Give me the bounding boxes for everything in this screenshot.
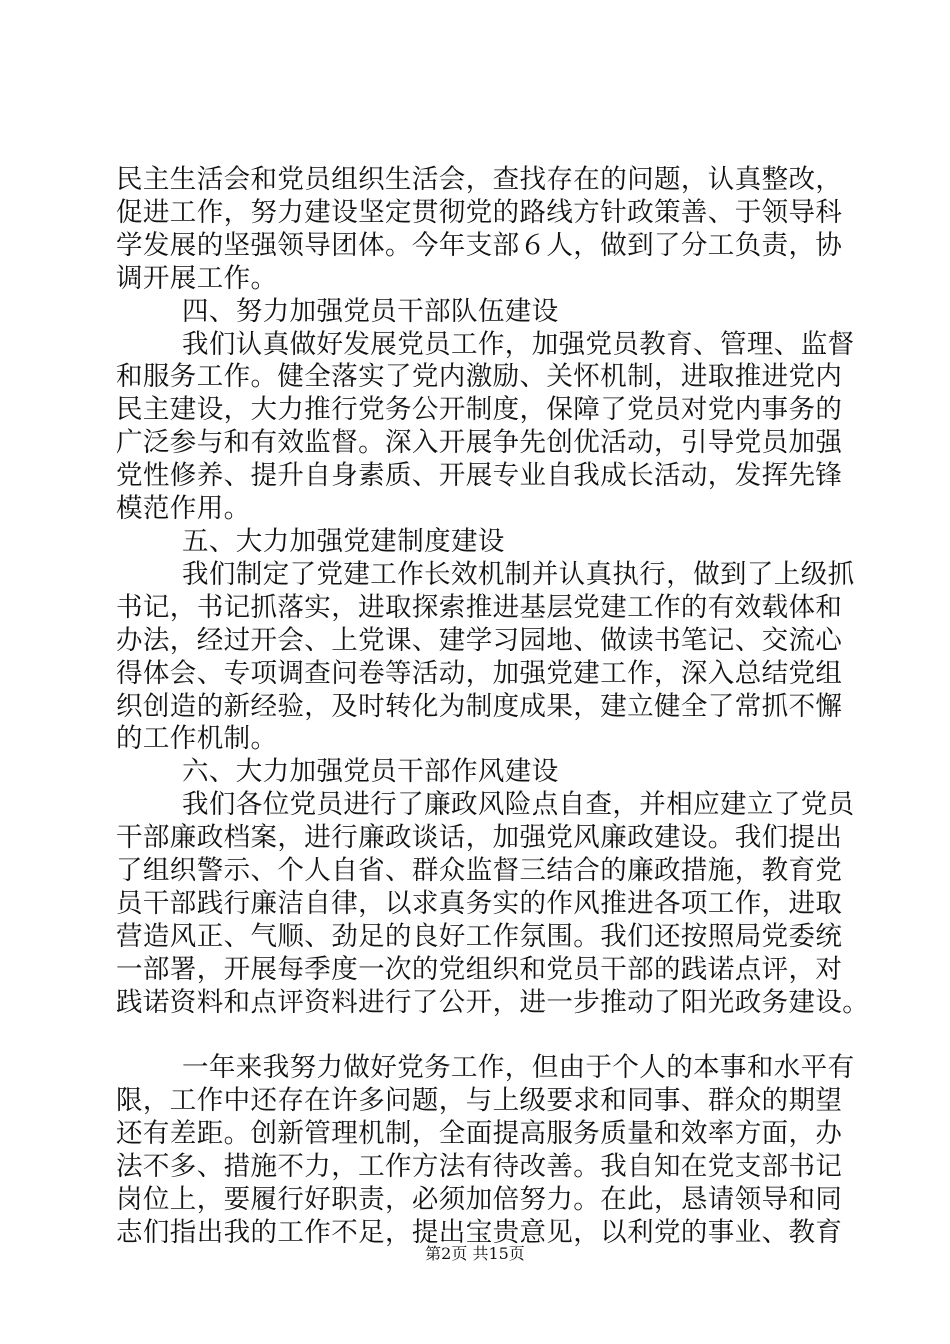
text-line: 民主生活会和党员组织生活会，查找存在的问题，认真整改， — [116, 164, 843, 195]
text-line: 营造风正、气顺、劲足的良好工作氛围。我们还按照局党委统 — [116, 920, 843, 952]
text-line: 志们指出我的工作不足，提出宝贵意见，以利党的事业、教育 — [116, 1216, 843, 1248]
text-line: 的工作机制。 — [116, 723, 278, 755]
text-line: 广泛参与和有效监督。深入开展争先创优活动，引导党员加强 — [116, 427, 843, 459]
text-line: 五、大力加强党建制度建设 — [182, 525, 505, 557]
text-line: 践诺资料和点评资料进行了公开，进一步推动了阳光政务建设。 — [116, 986, 870, 1018]
text-line: 我们认真做好发展党员工作，加强党员教育、管理、监督 — [182, 328, 855, 360]
text-line: 还有差距。创新管理机制，全面提高服务质量和效率方面，办 — [116, 1118, 843, 1150]
text-line: 得体会、专项调查问卷等活动，加强党建工作，深入总结党组 — [116, 657, 843, 689]
text-line: 法不多、措施不力，工作方法有待改善。我自知在党支部书记 — [116, 1151, 843, 1183]
text-line: 党性修养、提升自身素质、开展专业自我成长活动，发挥先锋 — [116, 460, 843, 492]
text-line: 民主建设，大力推行党务公开制度，保障了党员对党内事务的 — [116, 394, 843, 426]
text-line: 限，工作中还存在许多问题，与上级要求和同事、群众的期望 — [116, 1085, 843, 1117]
text-line: 我们各位党员进行了廉政风险点自查，并相应建立了党员 — [182, 789, 855, 821]
text-line: 干部廉政档案，进行廉政谈话，加强党风廉政建设。我们提出 — [116, 822, 843, 854]
document-body — [116, 164, 870, 1250]
text-line: 六、大力加强党员干部作风建设 — [182, 756, 559, 788]
text-line: 学发展的坚强领导团体。今年支部６人，做到了分工负责，协 — [116, 229, 843, 261]
text-line: 四、努力加强党员干部队伍建设 — [182, 295, 559, 327]
text-line: 和服务工作。健全落实了党内激励、关怀机制，进取推进党内 — [116, 361, 843, 393]
text-line: 织创造的新经验，及时转化为制度成果，建立健全了常抓不懈 — [116, 690, 843, 722]
text-line: 模范作用。 — [116, 493, 251, 525]
text-line: 书记，书记抓落实，进取探索推进基层党建工作的有效载体和 — [116, 591, 843, 623]
text-line: 调开展工作。 — [116, 262, 278, 294]
text-line: 一部署，开展每季度一次的党组织和党员干部的践诺点评，对 — [116, 953, 843, 985]
text-line: 办法，经过开会、上党课、建学习园地、做读书笔记、交流心 — [116, 624, 843, 656]
text-line: 岗位上，要履行好职责，必须加倍努力。在此，恳请领导和同 — [116, 1184, 843, 1216]
page-footer: 第2页 共15页 — [425, 1244, 525, 1263]
text-line: 了组织警示、个人自省、群众监督三结合的廉政措施，教育党 — [116, 855, 843, 887]
text-line: 员干部践行廉洁自律，以求真务实的作风推进各项工作，进取 — [116, 887, 843, 919]
text-line: 一年来我努力做好党务工作，但由于个人的本事和水平有 — [182, 1052, 855, 1084]
text-line: 我们制定了党建工作长效机制并认真执行，做到了上级抓 — [182, 558, 855, 590]
blank-line — [116, 1020, 840, 1053]
text-line: 促进工作，努力建设坚定贯彻党的路线方针政策善、于领导科 — [116, 196, 843, 228]
